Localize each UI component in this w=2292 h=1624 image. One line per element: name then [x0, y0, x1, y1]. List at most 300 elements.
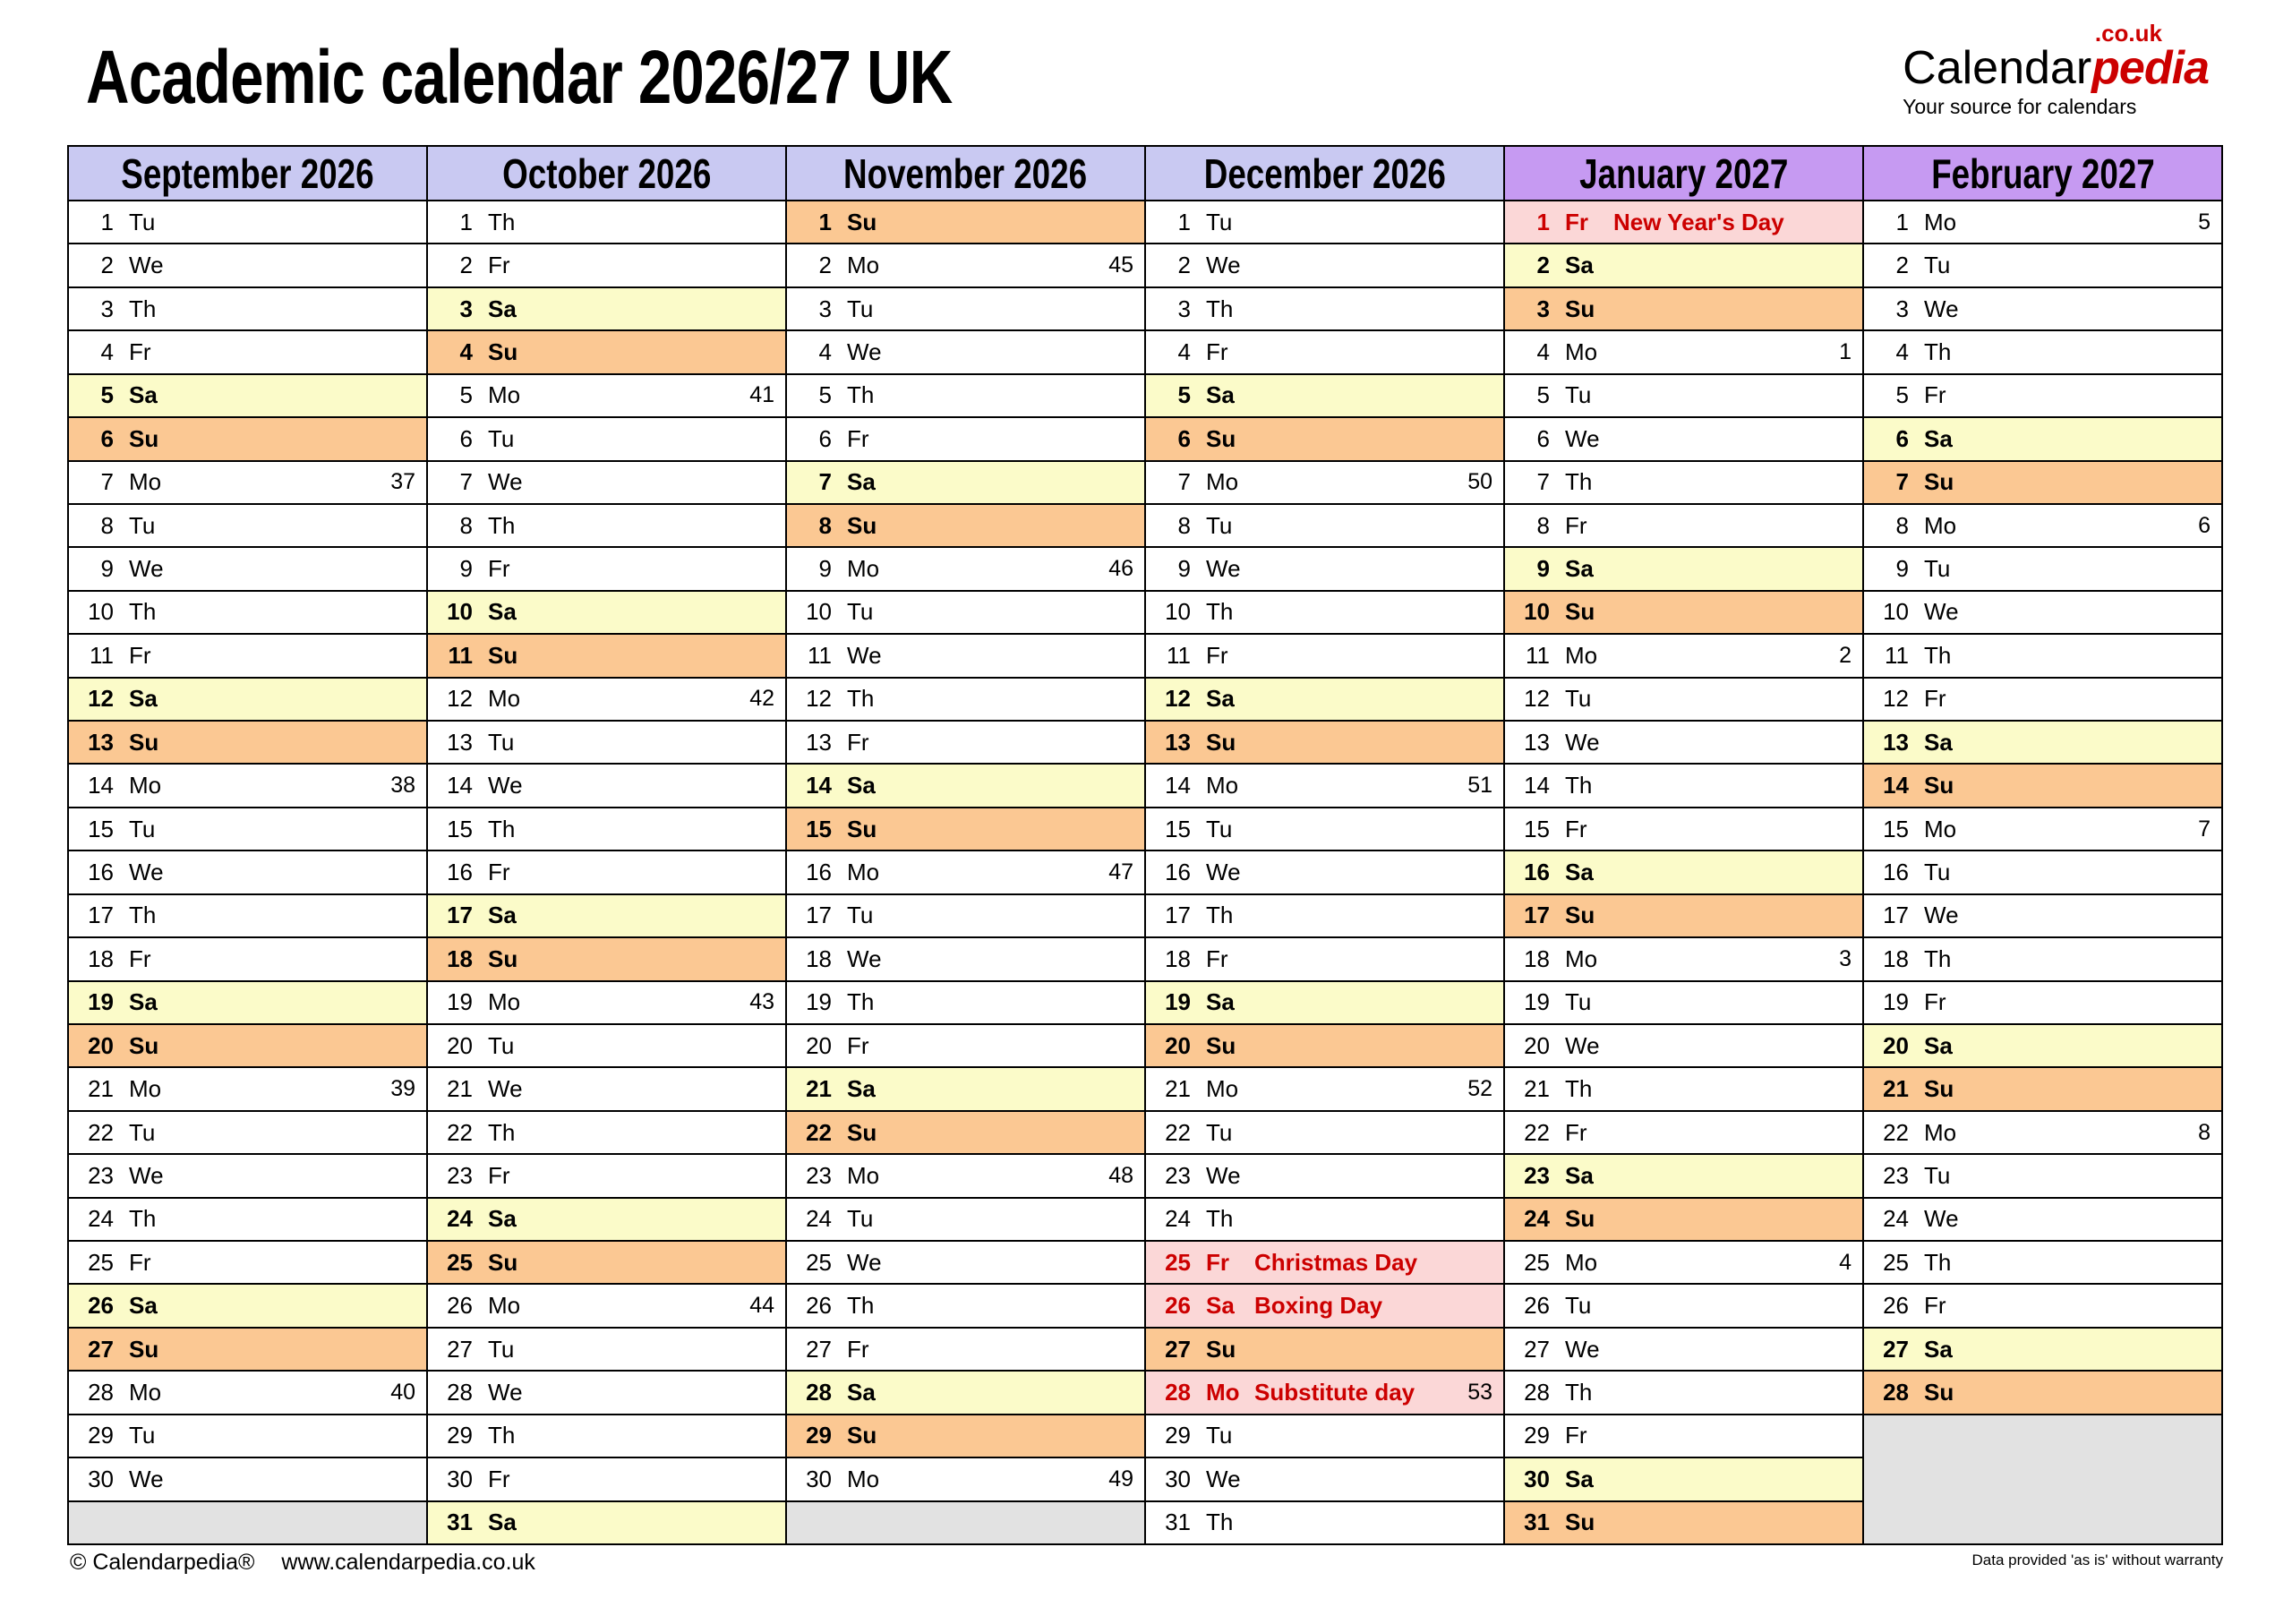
- day-abbrev: Sa: [488, 1509, 517, 1536]
- day-abbrev: Mo: [1565, 338, 1598, 365]
- copyright-label: © Calendarpedia®: [70, 1550, 255, 1575]
- day-number: 25: [806, 1248, 832, 1276]
- day-number: 27: [1524, 1335, 1550, 1363]
- day-cell: [1864, 1372, 2221, 1413]
- day-abbrev: We: [1206, 252, 1241, 279]
- day-number: 14: [1883, 772, 1909, 799]
- day-number: 28: [1165, 1379, 1191, 1406]
- day-number: 28: [1524, 1379, 1550, 1406]
- day-cell: [1146, 592, 1503, 633]
- day-cell: [1505, 375, 1862, 416]
- day-abbrev: Sa: [1206, 988, 1235, 1016]
- day-cell: [1146, 1372, 1503, 1413]
- day-abbrev: Su: [1924, 468, 1954, 496]
- day-number: 26: [447, 1292, 473, 1320]
- day-number: 5: [1895, 381, 1909, 409]
- day-cell: [1505, 1329, 1862, 1370]
- week-number: 2: [1839, 642, 1852, 668]
- day-cell: [1146, 375, 1503, 416]
- day-cell: [787, 765, 1144, 806]
- day-abbrev: Su: [488, 338, 518, 365]
- day-abbrev: Fr: [847, 1335, 869, 1363]
- day-abbrev: Tu: [1206, 511, 1233, 539]
- week-number: 47: [1108, 859, 1133, 885]
- day-number: 15: [1524, 815, 1550, 842]
- day-cell: [1505, 1068, 1862, 1109]
- day-abbrev: Tu: [847, 598, 874, 626]
- day-abbrev: Sa: [1565, 252, 1594, 279]
- day-cell: [69, 851, 426, 893]
- day-number: 14: [806, 772, 832, 799]
- day-abbrev: Tu: [1924, 555, 1951, 583]
- day-number: 23: [1165, 1161, 1191, 1189]
- day-abbrev: Fr: [847, 728, 869, 756]
- day-cell: [787, 1285, 1144, 1326]
- day-number: 15: [447, 815, 473, 842]
- day-abbrev: Th: [129, 1205, 157, 1233]
- day-number: 4: [1177, 338, 1191, 365]
- day-abbrev: Tu: [129, 511, 156, 539]
- day-cell: [1146, 201, 1503, 243]
- day-abbrev: Tu: [1206, 1422, 1233, 1449]
- day-number: 2: [818, 252, 832, 279]
- month-header-label: January 2027: [1578, 150, 1789, 197]
- day-number: 30: [447, 1465, 473, 1492]
- week-number: 43: [749, 989, 774, 1015]
- day-cell: [428, 895, 785, 936]
- day-abbrev: We: [1924, 902, 1959, 929]
- day-number: 21: [1883, 1075, 1909, 1103]
- day-number: 5: [1177, 381, 1191, 409]
- day-cell: [428, 1112, 785, 1153]
- day-cell: [428, 1502, 785, 1543]
- week-number: 3: [1839, 945, 1852, 971]
- week-number: 5: [2198, 209, 2211, 235]
- day-abbrev: Mo: [1565, 1248, 1598, 1276]
- day-abbrev: We: [1924, 1205, 1959, 1233]
- day-number: 17: [447, 902, 473, 929]
- day-number: 14: [1165, 772, 1191, 799]
- day-number: 14: [447, 772, 473, 799]
- day-number: 7: [1895, 468, 1909, 496]
- day-number: 27: [447, 1335, 473, 1363]
- day-number: 16: [1883, 858, 1909, 885]
- day-cell: [1505, 851, 1862, 893]
- day-number: 2: [100, 252, 114, 279]
- day-cell: [1864, 635, 2221, 676]
- day-cell: [787, 1025, 1144, 1066]
- day-number: 2: [459, 252, 473, 279]
- day-cell: [1864, 548, 2221, 589]
- holiday-label: New Year's Day: [1613, 208, 1784, 235]
- day-abbrev: Su: [1924, 772, 1954, 799]
- day-cell: [428, 548, 785, 589]
- day-abbrev: We: [1206, 858, 1241, 885]
- day-cell: [1505, 548, 1862, 589]
- day-cell: [1146, 1112, 1503, 1153]
- day-abbrev: Mo: [129, 772, 162, 799]
- day-abbrev: Sa: [847, 772, 876, 799]
- day-number: 23: [1883, 1161, 1909, 1189]
- day-abbrev: Tu: [129, 208, 156, 235]
- day-number: 20: [1165, 1031, 1191, 1059]
- day-cell: [1864, 462, 2221, 503]
- footer-url-link[interactable]: www.calendarpedia.co.uk: [281, 1550, 535, 1575]
- day-cell: [1505, 1285, 1862, 1326]
- month-header-label: November 2026: [843, 150, 1088, 197]
- day-abbrev: Su: [488, 1248, 518, 1276]
- day-cell: [1146, 418, 1503, 459]
- day-cell: [1146, 1068, 1503, 1109]
- day-abbrev: We: [488, 772, 523, 799]
- day-cell: [787, 462, 1144, 503]
- day-abbrev: Th: [847, 685, 875, 713]
- day-cell: [1864, 592, 2221, 633]
- day-number: 12: [447, 685, 473, 713]
- day-abbrev: Fr: [1206, 1248, 1229, 1276]
- day-number: 22: [1883, 1118, 1909, 1146]
- day-number: 17: [1524, 902, 1550, 929]
- day-cell: [787, 505, 1144, 546]
- day-cell: [1146, 462, 1503, 503]
- day-abbrev: Tu: [488, 1335, 515, 1363]
- logo: [1903, 21, 2209, 119]
- day-number: 12: [88, 685, 114, 713]
- day-cell: [69, 375, 426, 416]
- day-number: 30: [1524, 1465, 1550, 1492]
- day-cell: [1864, 1242, 2221, 1283]
- day-abbrev: Th: [1565, 468, 1593, 496]
- day-number: 18: [447, 944, 473, 972]
- page-title-text: Academic calendar 2026/27 UK: [86, 35, 953, 119]
- day-abbrev: Th: [847, 988, 875, 1016]
- week-number: 8: [2198, 1119, 2211, 1145]
- day-number: 11: [90, 641, 114, 669]
- day-abbrev: Th: [488, 815, 516, 842]
- day-abbrev: Fr: [847, 424, 869, 452]
- day-cell: [428, 851, 785, 893]
- day-number: 24: [806, 1205, 832, 1233]
- day-number: 6: [100, 424, 114, 452]
- day-abbrev: Fr: [1206, 944, 1228, 972]
- month-header: [1146, 147, 1503, 200]
- day-number: 10: [88, 598, 114, 626]
- day-cell: [787, 895, 1144, 936]
- day-abbrev: Sa: [488, 598, 517, 626]
- day-cell: [1146, 1329, 1503, 1370]
- day-number: 25: [1883, 1248, 1909, 1276]
- day-number: 16: [1524, 858, 1550, 885]
- day-cell: [69, 592, 426, 633]
- day-abbrev: Th: [129, 902, 157, 929]
- day-number: 18: [1524, 944, 1550, 972]
- day-abbrev: Tu: [1565, 988, 1592, 1016]
- day-abbrev: Mo: [1206, 468, 1239, 496]
- week-number: 39: [390, 1076, 415, 1102]
- day-abbrev: Tu: [129, 1422, 156, 1449]
- day-number: 13: [88, 728, 114, 756]
- day-abbrev: Su: [847, 815, 877, 842]
- day-cell: [1505, 1112, 1862, 1153]
- day-abbrev: Tu: [1565, 381, 1592, 409]
- day-cell: [1505, 1458, 1862, 1500]
- day-abbrev: Tu: [1206, 1118, 1233, 1146]
- day-abbrev: Su: [129, 728, 159, 756]
- logo-couk-label: .co.uk: [2094, 20, 2162, 47]
- day-abbrev: Sa: [1206, 381, 1235, 409]
- day-number: 19: [447, 988, 473, 1016]
- day-number: 12: [806, 685, 832, 713]
- day-number: 21: [1524, 1075, 1550, 1103]
- day-abbrev: Tu: [1565, 1292, 1592, 1320]
- day-cell: [1505, 505, 1862, 546]
- day-cell: [69, 201, 426, 243]
- day-number: 26: [1165, 1292, 1191, 1320]
- day-number: 1: [1177, 208, 1191, 235]
- day-number: 9: [1895, 555, 1909, 583]
- day-number: 9: [1177, 555, 1191, 583]
- day-cell: [1505, 1372, 1862, 1413]
- day-cell: [1505, 288, 1862, 329]
- day-abbrev: Fr: [847, 1031, 869, 1059]
- day-cell: [69, 1242, 426, 1283]
- day-number: 6: [1895, 424, 1909, 452]
- day-number: 27: [88, 1335, 114, 1363]
- day-abbrev: Mo: [847, 555, 880, 583]
- day-number: 2: [1895, 252, 1909, 279]
- day-number: 8: [1536, 511, 1550, 539]
- day-number: 23: [1524, 1161, 1550, 1189]
- day-number: 19: [1883, 988, 1909, 1016]
- day-number: 8: [1895, 511, 1909, 539]
- day-cell: [428, 1025, 785, 1066]
- day-number: 26: [88, 1292, 114, 1320]
- empty-cell: [1864, 1415, 2221, 1543]
- day-abbrev: Fr: [1206, 641, 1228, 669]
- day-abbrev: We: [1206, 1465, 1241, 1492]
- day-number: 28: [88, 1379, 114, 1406]
- day-abbrev: We: [129, 252, 164, 279]
- day-abbrev: Fr: [488, 1465, 510, 1492]
- day-cell: [69, 244, 426, 286]
- day-number: 19: [1165, 988, 1191, 1016]
- week-number: 38: [390, 773, 415, 799]
- day-abbrev: Mo: [129, 1075, 162, 1103]
- day-abbrev: Mo: [488, 988, 521, 1016]
- day-number: 25: [88, 1248, 114, 1276]
- day-cell: [428, 1372, 785, 1413]
- day-number: 6: [1536, 424, 1550, 452]
- day-cell: [69, 679, 426, 720]
- week-number: 1: [1839, 338, 1852, 364]
- day-abbrev: We: [488, 1379, 523, 1406]
- day-abbrev: Sa: [1924, 424, 1953, 452]
- day-abbrev: Mo: [1206, 772, 1239, 799]
- day-abbrev: Sa: [129, 381, 158, 409]
- day-number: 15: [1165, 815, 1191, 842]
- day-cell: [428, 1458, 785, 1500]
- day-number: 30: [1165, 1465, 1191, 1492]
- week-number: 52: [1467, 1076, 1492, 1102]
- day-number: 5: [1536, 381, 1550, 409]
- day-abbrev: Fr: [129, 1248, 151, 1276]
- day-abbrev: Th: [129, 295, 157, 322]
- day-abbrev: We: [129, 1161, 164, 1189]
- day-number: 18: [88, 944, 114, 972]
- day-cell: [428, 1068, 785, 1109]
- day-number: 8: [100, 511, 114, 539]
- day-cell: [1146, 851, 1503, 893]
- day-cell: [428, 938, 785, 979]
- day-number: 30: [88, 1465, 114, 1492]
- day-number: 23: [88, 1161, 114, 1189]
- day-abbrev: Th: [847, 381, 875, 409]
- day-number: 14: [88, 772, 114, 799]
- day-abbrev: We: [847, 338, 882, 365]
- day-cell: [787, 1068, 1144, 1109]
- day-abbrev: Tu: [488, 1031, 515, 1059]
- day-cell: [1146, 1415, 1503, 1457]
- week-number: 51: [1467, 773, 1492, 799]
- day-cell: [69, 1199, 426, 1240]
- day-cell: [1505, 635, 1862, 676]
- day-cell: [1505, 1502, 1862, 1543]
- day-abbrev: Sa: [1565, 858, 1594, 885]
- day-cell: [69, 548, 426, 589]
- month-header-label: December 2026: [1203, 150, 1446, 197]
- day-abbrev: We: [847, 641, 882, 669]
- day-abbrev: Su: [488, 641, 518, 669]
- day-number: 4: [1895, 338, 1909, 365]
- day-cell: [1864, 1199, 2221, 1240]
- logo-tagline: Your source for calendars: [1903, 95, 2137, 118]
- day-number: 9: [100, 555, 114, 583]
- day-abbrev: Su: [1565, 1205, 1595, 1233]
- day-cell: [1146, 938, 1503, 979]
- holiday-label: Substitute day: [1254, 1379, 1415, 1406]
- day-cell: [787, 722, 1144, 763]
- day-abbrev: Mo: [1924, 815, 1957, 842]
- day-cell: [1505, 244, 1862, 286]
- month-header: [69, 147, 426, 200]
- day-number: 12: [1165, 685, 1191, 713]
- day-cell: [69, 938, 426, 979]
- day-abbrev: Sa: [847, 468, 876, 496]
- month-header: [1864, 147, 2221, 200]
- day-number: 6: [818, 424, 832, 452]
- day-number: 9: [459, 555, 473, 583]
- day-number: 1: [818, 208, 832, 235]
- day-abbrev: Tu: [488, 728, 515, 756]
- day-abbrev: Mo: [488, 1292, 521, 1320]
- week-number: 41: [749, 382, 774, 408]
- day-number: 24: [88, 1205, 114, 1233]
- day-cell: [1864, 244, 2221, 286]
- day-number: 11: [808, 641, 832, 669]
- day-cell: [787, 288, 1144, 329]
- day-cell: [428, 418, 785, 459]
- day-number: 16: [806, 858, 832, 885]
- day-cell: [1146, 765, 1503, 806]
- day-abbrev: Su: [847, 1422, 877, 1449]
- day-number: 8: [818, 511, 832, 539]
- day-number: 3: [100, 295, 114, 322]
- day-abbrev: Th: [1206, 1205, 1234, 1233]
- day-cell: [1146, 1155, 1503, 1196]
- day-number: 23: [806, 1161, 832, 1189]
- day-abbrev: Sa: [1206, 685, 1235, 713]
- day-abbrev: We: [1565, 1335, 1600, 1363]
- day-cell: [1505, 462, 1862, 503]
- day-abbrev: Su: [1206, 1335, 1236, 1363]
- day-abbrev: We: [488, 468, 523, 496]
- day-cell: [1864, 722, 2221, 763]
- day-abbrev: Th: [1924, 1248, 1952, 1276]
- day-number: 12: [1524, 685, 1550, 713]
- day-number: 18: [1165, 944, 1191, 972]
- day-abbrev: Sa: [1206, 1292, 1235, 1320]
- day-cell: [1146, 722, 1503, 763]
- day-abbrev: Th: [1565, 772, 1593, 799]
- day-cell: [787, 808, 1144, 850]
- day-abbrev: Sa: [129, 1292, 158, 1320]
- day-cell: [787, 1112, 1144, 1153]
- day-number: 4: [100, 338, 114, 365]
- day-abbrev: Th: [847, 1292, 875, 1320]
- day-number: 7: [818, 468, 832, 496]
- day-abbrev: Th: [1565, 1379, 1593, 1406]
- day-number: 24: [1524, 1205, 1550, 1233]
- day-abbrev: Th: [488, 208, 516, 235]
- holiday-label: Boxing Day: [1254, 1292, 1383, 1320]
- day-abbrev: Su: [1924, 1075, 1954, 1103]
- day-number: 15: [88, 815, 114, 842]
- day-cell: [428, 722, 785, 763]
- day-number: 17: [1165, 902, 1191, 929]
- day-abbrev: Su: [847, 511, 877, 539]
- day-cell: [428, 982, 785, 1023]
- day-number: 14: [1524, 772, 1550, 799]
- day-abbrev: Su: [847, 1118, 877, 1146]
- day-number: 10: [806, 598, 832, 626]
- day-number: 4: [459, 338, 473, 365]
- day-number: 23: [447, 1161, 473, 1189]
- day-cell: [428, 1155, 785, 1196]
- day-abbrev: Fr: [1565, 208, 1588, 235]
- day-number: 7: [1536, 468, 1550, 496]
- day-number: 27: [1883, 1335, 1909, 1363]
- day-cell: [1505, 722, 1862, 763]
- day-cell: [69, 1112, 426, 1153]
- day-abbrev: Mo: [1565, 641, 1598, 669]
- day-abbrev: Fr: [1924, 988, 1946, 1016]
- day-cell: [1505, 1155, 1862, 1196]
- day-number: 9: [818, 555, 832, 583]
- day-abbrev: Tu: [488, 424, 515, 452]
- day-number: 13: [1165, 728, 1191, 756]
- day-abbrev: Sa: [1565, 1465, 1594, 1492]
- day-cell: [1505, 1025, 1862, 1066]
- day-cell: [1146, 1285, 1503, 1326]
- week-number: 4: [1839, 1249, 1852, 1275]
- day-number: 20: [1524, 1031, 1550, 1059]
- day-number: 3: [1536, 295, 1550, 322]
- day-cell: [69, 982, 426, 1023]
- day-abbrev: Su: [1565, 902, 1595, 929]
- day-abbrev: Tu: [129, 1118, 156, 1146]
- day-cell: [787, 679, 1144, 720]
- day-number: 29: [806, 1422, 832, 1449]
